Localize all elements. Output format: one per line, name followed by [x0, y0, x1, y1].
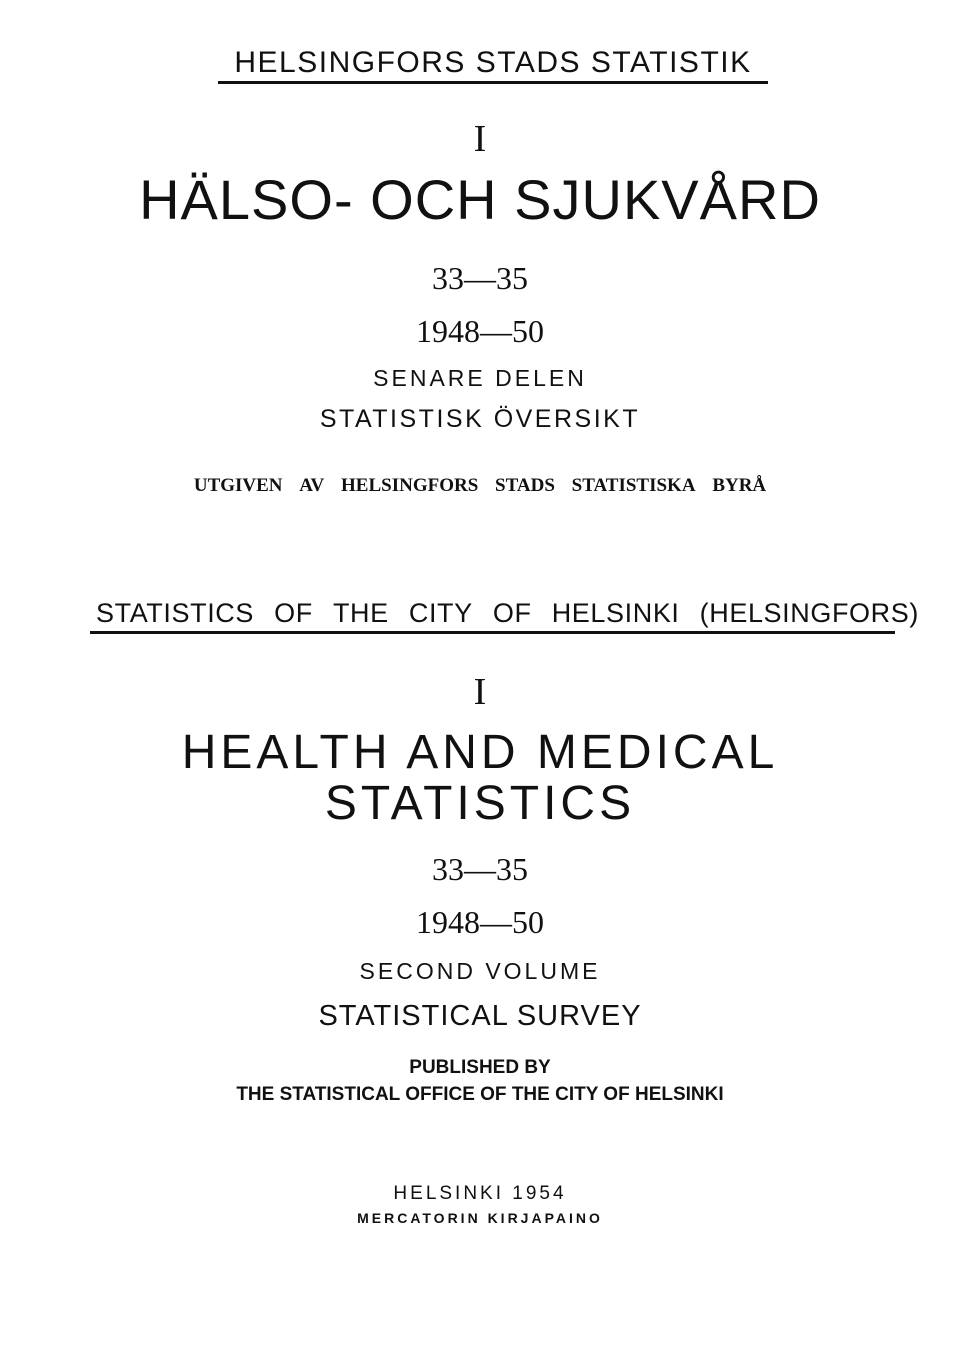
publisher-word: AV [299, 475, 325, 496]
publisher-word: BYRÅ [712, 475, 767, 496]
volume-title-english-line1: HEALTH AND MEDICAL [181, 726, 779, 779]
series-word: THE [332, 598, 389, 628]
series-word: CITY [408, 598, 473, 628]
volume-title-english-line2: STATISTICS [324, 777, 636, 830]
series-word: OF [274, 598, 313, 628]
volume-numeral-swedish: I [473, 118, 487, 160]
part-swedish: SENARE DELEN [373, 365, 587, 391]
series-word: OF [492, 598, 532, 628]
survey-title-swedish: STATISTISK ÖVERSIKT [319, 405, 641, 433]
series-word: STATISTICS [96, 598, 255, 628]
series-word: HELSINKI [551, 598, 680, 628]
volume-title-swedish: HÄLSO- OCH SJUKVÅRD [139, 168, 821, 231]
publisher-swedish [0, 476, 960, 495]
publisher-word: HELSINGFORS [341, 475, 479, 496]
issue-numbers-english: 33—35 [432, 851, 528, 887]
volume-numeral-english: I [473, 671, 487, 713]
publisher-word: STADS [495, 475, 555, 496]
issue-numbers-swedish: 33—35 [432, 260, 528, 296]
series-title-english [90, 598, 919, 634]
part-english: SECOND VOLUME [359, 958, 601, 984]
survey-title-english: STATISTICAL SURVEY [318, 1000, 642, 1032]
publisher-word: UTGIVEN [193, 475, 283, 496]
imprint-city-year: HELSINKI 1954 [393, 1183, 567, 1204]
publisher-word: STATISTISKA [571, 475, 696, 496]
series-word: (HELSINGFORS) [699, 598, 919, 628]
years-english: 1948—50 [416, 904, 544, 940]
publisher-english: THE STATISTICAL OFFICE OF THE CITY OF HELSINKI [236, 1084, 724, 1105]
series-title-swedish: HELSINGFORS STADS STATISTIK [218, 48, 768, 84]
published-by-label: PUBLISHED BY [409, 1057, 551, 1078]
years-swedish: 1948—50 [416, 313, 544, 349]
imprint-printer: MERCATORIN KIRJAPAINO [357, 1210, 603, 1226]
